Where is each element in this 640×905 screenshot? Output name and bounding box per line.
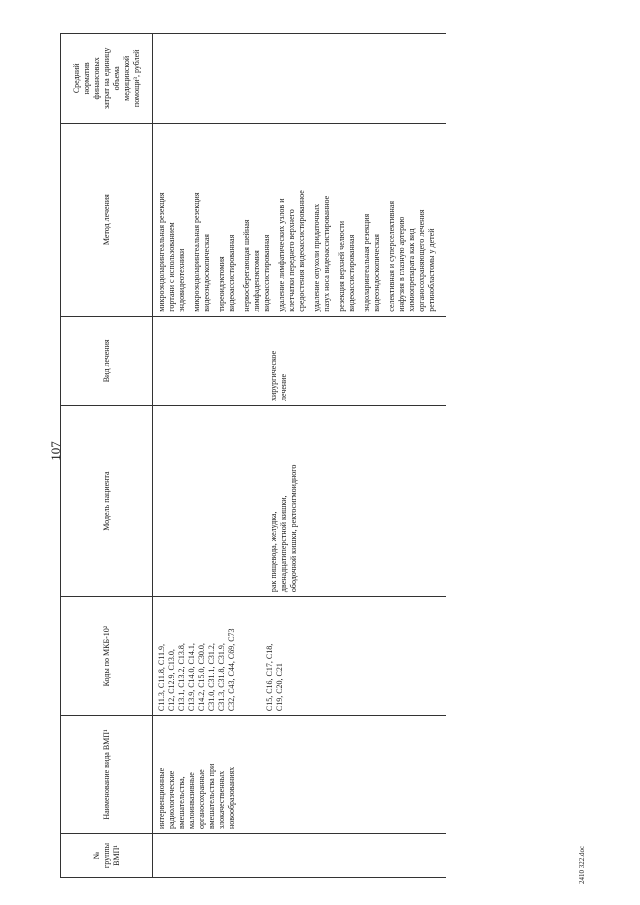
cell-patient-model: рак пищевода, желудка, двенадцатиперстной кишки, ободочной кишки, ректосигмоидного — [153, 406, 447, 597]
header-group-number: № группы ВМП¹ — [61, 834, 153, 878]
cell-group-number — [153, 834, 447, 878]
table-header-row — [61, 34, 153, 878]
method-item: эндоларингеальная резекция видеоэндоскопическая — [362, 213, 381, 312]
header-patient-model: Модель пациента — [61, 406, 153, 597]
document-id: 2410 322.doc — [578, 845, 586, 884]
header-average-cost: Средний норматив финансовых затрат на единицу объема медицинской помощи³, рублей — [61, 34, 153, 124]
method-item: микроэндоларингеальная резекция видеоэндоскопическая — [192, 192, 211, 312]
method-item: нервосберегающая шейная лимфаденэктомия видеоассистированная — [242, 219, 271, 312]
method-item: микроэндоларингеальная резекция гортани с использованием эндовидеотехники — [157, 192, 186, 312]
header-vmp-name: Наименование вида ВМП¹ — [61, 716, 153, 834]
method-item: резекция верхней челюсти видеоассистированная — [337, 220, 356, 312]
row2-mkb-line: C15, C16, C17, C18, — [265, 643, 274, 712]
cell-average-cost — [153, 34, 447, 124]
method-item: селективная и суперселективная инфузия в глазную артерию химиопрепарата как вид органосохраняющего лечения ретинобластомы у детей — [387, 200, 436, 312]
header-treatment-type: Вид лечения — [61, 316, 153, 405]
vmp-table — [60, 33, 446, 878]
cell-mkb-codes: C11.3, C11.8, C11.9, C12, C12.9, C13.0, C13.1, C13.2, C13.8, C13.9, C14.0, C14.1, C14.2, C15.0, C30.0, C31.0, C31.1, C31.2, C31.3, C31.8, C31.9, C32, C43, C44, C69, C73 C15, C16, C17, C18, C19, C20, C21 — [153, 597, 447, 716]
method-item: удаление лимфатических узлов и клетчатки переднего верхнего средостения видеоассистированное — [277, 190, 306, 312]
method-item: тиреоидэктомия видеоассистированная — [217, 234, 236, 312]
header-treatment-method: Метод лечения — [61, 123, 153, 316]
cell-vmp-name: интервенционные радиологические вмешательства, малоинвазивные органосохранные вмешательства при злокачественных новообразованиях — [153, 716, 447, 834]
cell-treatment-type: хирургическое лечение — [153, 316, 447, 405]
method-item: удаление опухоли придаточных пазух носа видеоассистированное — [312, 195, 331, 312]
header-mkb-codes: Коды по МКБ-10² — [61, 597, 153, 716]
row2-mkb-line: C19, C20, C21 — [275, 663, 284, 712]
page-number: 107 — [48, 441, 63, 461]
cell-treatment-method — [153, 123, 447, 316]
table-row — [153, 34, 447, 878]
rotated-table-sheet — [60, 33, 640, 878]
